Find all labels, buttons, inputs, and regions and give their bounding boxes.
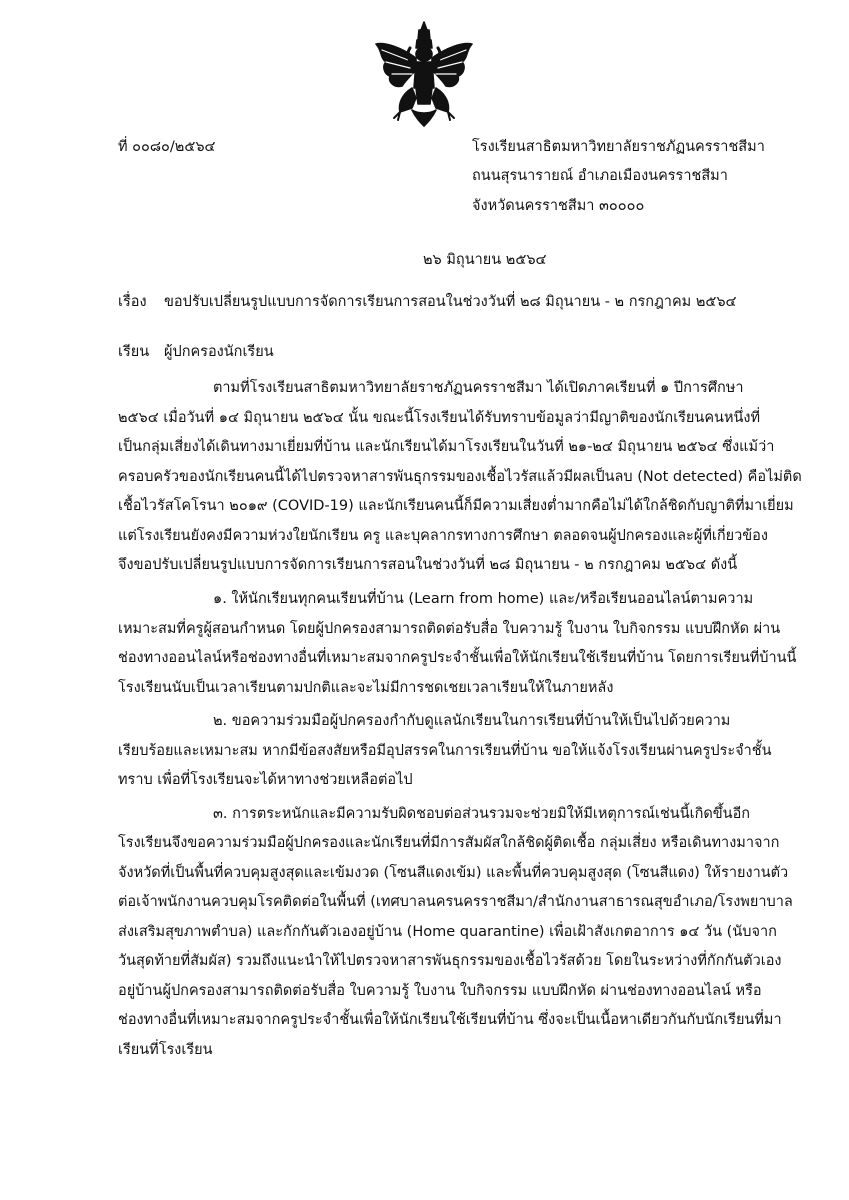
item-3-line-5: ส่งเสริมสุขภาพตำบล) และกักกันตัวเองอยู่บ้าน (Home quarantine) เพื่อเฝ้าสังเกตอาการ ๑๔ วัน (นับจาก: [118, 924, 777, 940]
item-3-line-2: โรงเรียนจึงขอความร่วมมือผู้ปกครองและนักเรียนที่มีการสัมผัสใกล้ชิดผู้ติดเชื้อ กลุ่มเสี่ยง หรือเดินทางมาจาก: [118, 835, 780, 851]
address-line-3: จังหวัดนครราชสีมา ๓๐๐๐๐: [472, 198, 645, 214]
paragraph-1-line-5: เชื้อไวรัสโคโรนา ๒๐๑๙ (COVID-19) และนักเรียนคนนี้ก็มีความเสี่ยงต่ำมากคือไม่ได้ใกล้ชิดกับญาติที่มาเยี่ยม: [118, 498, 794, 514]
paragraph-1-line-1: ตามที่โรงเรียนสาธิตมหาวิทยาลัยราชภัฏนครราชสีมา ได้เปิดภาคเรียนที่ ๑ ปีการศึกษา: [213, 380, 744, 396]
paragraph-1-line-4: ครอบครัวของนักเรียนคนนี้ได้ไปตรวจหาสารพันธุกรรมของเชื้อไวรัสแล้วมีผลเป็นลบ (Not detected) คือไม่ติด: [118, 469, 802, 485]
letter-date: ๒๖ มิถุนายน ๒๕๖๔: [423, 252, 547, 268]
address-line-1: โรงเรียนสาธิตมหาวิทยาลัยราชภัฏนครราชสีมา: [472, 139, 765, 155]
item-2-line-2: เรียบร้อยและเหมาะสม หากมีข้อสงสัยหรือมีอุปสรรคในการเรียนที่บ้าน ขอให้แจ้งโรงเรียนผ่านครูประจำชั้น: [118, 743, 772, 759]
item-1-line-2: เหมาะสมที่ครูผู้สอนกำหนด โดยผู้ปกครองสามารถติดต่อรับสื่อ ใบความรู้ ใบงาน ใบกิจกรรม แบบฝึกหัด ผ่าน: [118, 621, 781, 637]
item-3-line-4: ต่อเจ้าพนักงานควบคุมโรคติดต่อในพื้นที่ (เทศบาลนครนครราชสีมา/สำนักงานสาธารณสุขอำเภอ/โรงพยาบาล: [118, 894, 793, 910]
paragraph-1-line-7: จึงขอปรับเปลี่ยนรูปแบบการจัดการเรียนการสอนในช่วงวันที่ ๒๘ มิถุนายน - ๒ กรกฎาคม ๒๕๖๔ ดังนี้: [118, 557, 738, 573]
paragraph-1-line-3: เป็นกลุ่มเสี่ยงได้เดินทางมาเยี่ยมที่บ้าน และนักเรียนได้มาโรงเรียนในวันที่ ๒๑-๒๔ มิถุนายน ๒๕๖๔ ซึ่งแม้ว่า: [118, 439, 775, 455]
salutation-label: เรียน: [118, 344, 150, 360]
item-1-line-3: ช่องทางออนไลน์หรือช่องทางอื่นที่เหมาะสมจากครูประจำชั้นเพื่อให้นักเรียนใช้เรียนที่บ้าน โดยการเรียนที่บ้านนี้: [118, 650, 797, 666]
reference-number: ที่ ๐๐๘๐/๒๕๖๔: [118, 139, 216, 155]
item-3-line-6: วันสุดท้ายที่สัมผัส) รวมถึงแนะนำให้ไปตรวจหาสารพันธุกรรมของเชื้อไวรัสด้วย โดยในระหว่างที่กักกันตัวเอง: [118, 953, 782, 969]
item-1-line-1: ๑. ให้นักเรียนทุกคนเรียนที่บ้าน (Learn from home) และ/หรือเรียนออนไลน์ตามความ: [213, 591, 754, 607]
item-2-line-1: ๒. ขอความร่วมมือผู้ปกครองกำกับดูแลนักเรียนในการเรียนที่บ้านให้เป็นไปด้วยความ: [213, 713, 731, 729]
garuda-emblem-icon: [372, 18, 476, 130]
item-1-line-4: โรงเรียนนับเป็นเวลาเรียนตามปกติและจะไม่มีการชดเชยเวลาเรียนให้ในภายหลัง: [118, 680, 614, 696]
salutation-text: ผู้ปกครองนักเรียน: [164, 344, 274, 360]
item-3-line-9: เรียนที่โรงเรียน: [118, 1042, 213, 1058]
address-line-2: ถนนสุรนารายณ์ อำเภอเมืองนครราชสีมา: [472, 168, 728, 184]
item-2-line-3: ทราบ เพื่อที่โรงเรียนจะได้หาทางช่วยเหลือต่อไป: [118, 772, 413, 788]
subject-label: เรื่อง: [118, 294, 147, 310]
item-3-line-7: อยู่บ้านผู้ปกครองสามารถติดต่อรับสื่อ ใบความรู้ ใบงาน ใบกิจกรรม แบบฝึกหัด ผ่านช่องทางออนไลน์ หรือ: [118, 983, 762, 999]
item-3-line-3: จังหวัดที่เป็นพื้นที่ควบคุมสูงสุดและเข้มงวด (โซนสีแดงเข้ม) และพื้นที่ควบคุมสูงสุด (โซนสีแดง) ให้รายงานตัว: [118, 865, 789, 881]
paragraph-1-line-6: แต่โรงเรียนยังคงมีความห่วงใยนักเรียน ครู และบุคลากรทางการศึกษา ตลอดจนผู้ปกครองและผู้ที่เกี่ยวข้อง: [118, 528, 768, 544]
subject-line: [118, 292, 737, 312]
item-3-line-8: ช่องทางอื่นที่เหมาะสมจากครูประจำชั้นเพื่อให้นักเรียนใช้เรียนที่บ้าน ซึ่งจะเป็นเนื้อหาเดียวกันกับนักเรียนที่มา: [118, 1012, 782, 1028]
paragraph-1-line-2: ๒๕๖๔ เมื่อวันที่ ๑๔ มิถุนายน ๒๕๖๔ นั้น ขณะนี้โรงเรียนได้รับทราบข้อมูลว่ามีญาติของนักเรียนคนหนึ่งที่: [118, 410, 761, 426]
salutation-line: [118, 342, 274, 362]
subject-text: ขอปรับเปลี่ยนรูปแบบการจัดการเรียนการสอนในช่วงวันที่ ๒๘ มิถุนายน - ๒ กรกฎาคม ๒๕๖๔: [164, 294, 737, 310]
item-3-line-1: ๓. การตระหนักและมีความรับผิดชอบต่อส่วนรวมจะช่วยมิให้มีเหตุการณ์เช่นนี้เกิดขึ้นอีก: [213, 806, 751, 822]
